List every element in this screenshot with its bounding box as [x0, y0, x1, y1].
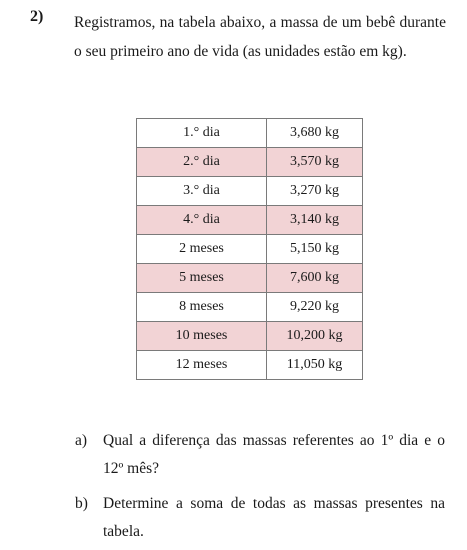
subquestion-text: Determine a soma de todas as massas presentes na tabela.: [103, 495, 445, 540]
table-row: [137, 293, 363, 322]
table-cell-label: 4.° dia: [137, 206, 267, 235]
question-number: 2): [30, 8, 44, 25]
table-row: [137, 322, 363, 351]
table-cell-label: 2.° dia: [137, 148, 267, 177]
table-cell-mass: 10,200 kg: [267, 322, 363, 351]
table-cell-label: 1.° dia: [137, 119, 267, 148]
table-cell-label: 3.° dia: [137, 177, 267, 206]
table-cell-mass: 11,050 kg: [267, 351, 363, 380]
table-row: [137, 119, 363, 148]
table-row: [137, 235, 363, 264]
mass-table-container: [136, 118, 363, 380]
subquestion-a: [75, 427, 445, 483]
table-row: [137, 264, 363, 293]
subquestion-letter: a): [75, 432, 88, 449]
table-cell-label: 12 meses: [137, 351, 267, 380]
table-row: [137, 206, 363, 235]
table-cell-mass: 5,150 kg: [267, 235, 363, 264]
table-cell-mass: 3,570 kg: [267, 148, 363, 177]
table-cell-mass: 3,680 kg: [267, 119, 363, 148]
table-cell-label: 5 meses: [137, 264, 267, 293]
table-row: [137, 148, 363, 177]
table-row: [137, 177, 363, 206]
subquestion-b: [75, 490, 445, 546]
table-cell-mass: 7,600 kg: [267, 264, 363, 293]
question-text: Registramos, na tabela abaixo, a massa de um bebê durante o seu primeiro ano de vida (as unidades estão em kg).: [74, 14, 446, 60]
table-cell-label: 2 meses: [137, 235, 267, 264]
table-cell-mass: 3,270 kg: [267, 177, 363, 206]
mass-table: [136, 118, 363, 380]
table-cell-label: 8 meses: [137, 293, 267, 322]
subquestion-text: Qual a diferença das massas referentes ao 1º dia e o 12º mês?: [103, 432, 445, 477]
table-cell-mass: 3,140 kg: [267, 206, 363, 235]
subquestion-letter: b): [75, 495, 88, 512]
table-cell-label: 10 meses: [137, 322, 267, 351]
table-row: [137, 351, 363, 380]
table-cell-mass: 9,220 kg: [267, 293, 363, 322]
